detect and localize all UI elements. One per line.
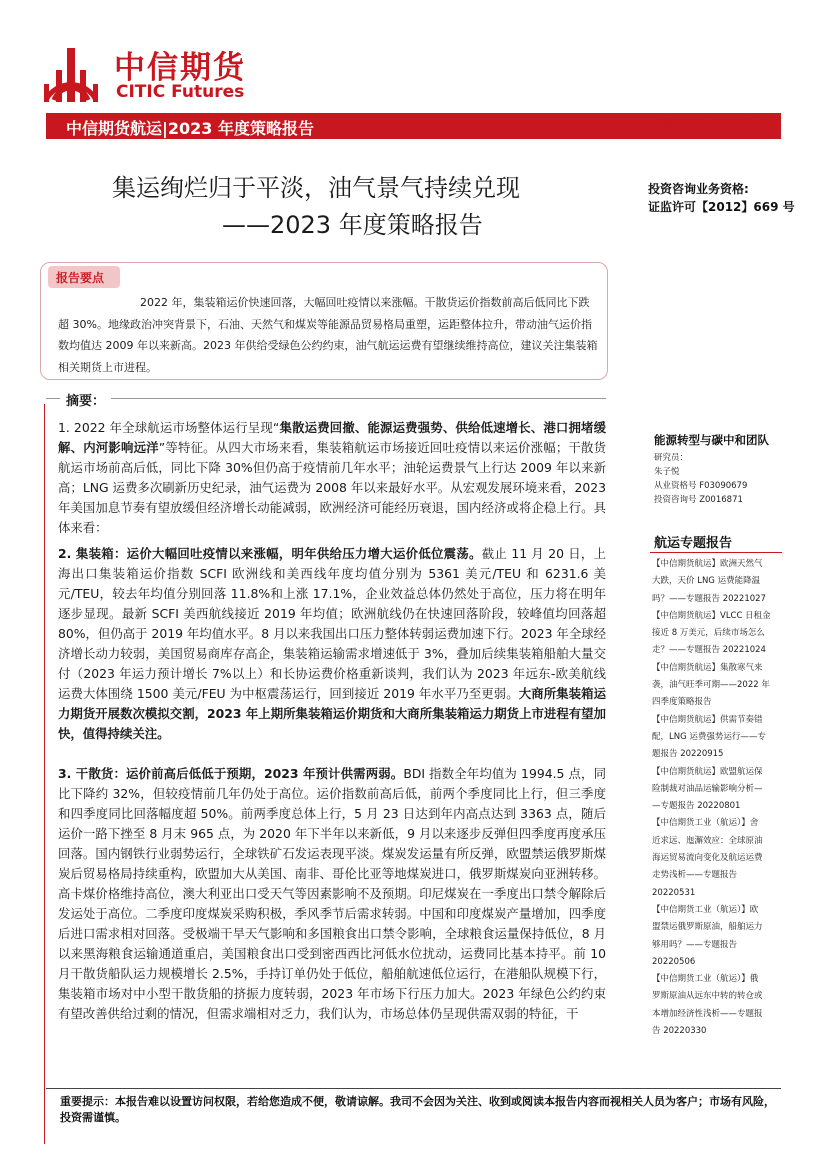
related-report-line[interactable]: 【中信期货工业（航运）】欧: [652, 904, 759, 915]
related-report-line[interactable]: 【中信期货航运】供需节奏错: [652, 714, 763, 725]
related-report-line[interactable]: 吗？——专题报告 20221027: [652, 593, 766, 604]
report-date: 2022-11-24: [662, 115, 765, 134]
related-report-line[interactable]: 【中信期货航运】VLCC 日租金: [652, 610, 771, 621]
p2-body: 截止 11 月 20 日，上海出口集装箱运价指数 SCFI 欧洲线和美西线年度均值分别为 5361 美元/TEU 和 6231.6 美元/TEU，较去年均值分别回落 11.8%和上涨 17.1%，企业效益总体仍然处于高位，压力将在明年逐步显现。最新 SCFI 美西航线接近 2019 年均值；欧洲航线仍在快速回落阶段，较峰值均回落超 80%，但仍高于 2019 年均值水平。8 月以来我国出口压力整体转弱运费加速下行。2023 年全球经济增长动力较弱，美国贸易商库存高企，集装箱运输需求增速低于 3%，叠加后续集装箱船舶大量交付（2023 年运力预计增长 7%以上）和长协运费价格重新谈判，我们认为 2023 年远东-欧美航线运费大体围绕 1500 美元/FEU 为中枢震荡运行，回到接近 2019 年水平乃至更弱。: [58, 546, 606, 701]
related-report-line[interactable]: 告 20220330: [652, 1026, 707, 1037]
p3-heading: 3. 干散货：运价前高后低低于预期，2023 年预计供需两弱。: [58, 766, 404, 781]
abstract-paragraph-3: [58, 764, 606, 1024]
abstract-paragraph-1: [58, 418, 606, 538]
citic-logo-icon: [36, 44, 106, 106]
related-report-line[interactable]: 【中信期货航运】集散寒气来: [652, 662, 763, 673]
related-report-line[interactable]: 够用吗？——专题报告: [652, 939, 738, 950]
related-report-line[interactable]: 接近 8 万美元，后续市场怎么: [652, 628, 765, 639]
p3-body: BDI 指数全年均值为 1994.5 点，同比下降约 32%，但较疫情前几年仍处于高位。运价指数前高后低，前两个季度同比上行，但三季度和四季度同比回落幅度超 50%。前两季度总体上行，5 月 23 日达到年内高点达到 3363 点，随后运价一路下挫至 8 月末 965 点，为 2020 年下半年以来新低，9 月以来逐步反弹但四季度再度承压回落。国内钢铁行业弱势运行，全球铁矿石发运表现平淡。煤炭发运量有所反弹，欧盟禁运俄罗斯煤炭后贸易格局持续重构，欧盟加大从美国、南非、哥伦比亚等地煤炭进口，俄罗斯煤炭向亚洲转移。高卡煤价格维持高位，澳大利亚出口受天气等因素影响不及预期。印尼煤炭在一季度出口禁令解除后发运处于高位。二季度印度煤炭采购积极，季风季节后需求转弱。中国和印度煤炭产量增加，四季度后进口需求相对回落。受极端干旱天气影响和多国粮食出口禁令影响，全球粮食运量保持低位，8 月以来黑海粮食运输通道重启，美国粮食出口受到密西西比河低水位扰动，运费同比基本持平。前 10 月干散货船队运力规模增长 2.5%，手持订单仍处于低位，船舶航速低位运行，在港船队规模下行，集装箱市场对中小型干散货船的挤振力度转弱，2023 年市场下行压力加大。2023 年绿色公约约束有望改善供给过剩的情况，但需求端相对乏力，我们认为，市场总体仍呈现供需双弱的特征，干: [58, 766, 606, 1021]
related-reports-list: [652, 556, 782, 1040]
qualification-number: 证监许可【2012】669 号: [648, 200, 795, 214]
summary-text: 2022 年，集装箱运价快速回落，大幅回吐疫情以来涨幅。干散货运价指数前高后低同比下跌超 30%。地缘政治冲突背景下，石油、天然气和煤炭等能源品贸易格局重塑，运距整体拉升，带动油气运价指数均值达 2009 年以来新高。2023 年供给受绿色公约约束，油气航运运费有望继续维持高位，建议关注集装箱相关期货上市进程。: [58, 296, 598, 374]
related-report-line[interactable]: 走？——专题报告 20221024: [652, 645, 766, 656]
related-report-line[interactable]: 走势浅析——专题报告: [652, 870, 738, 881]
report-subtitle: ——2023 年度策略报告: [222, 211, 483, 239]
related-report-line[interactable]: 【中信期货工业（航运）】舍: [652, 818, 759, 829]
researcher-name: 朱子悦: [654, 467, 680, 477]
footer-disclaimer: 重要提示：本报告难以设置访问权限，若给您造成不便，敬请谅解。我司不会因为关注、收到或阅读本报告内容而视相关人员为客户；市场有风险，投资需谨慎。: [60, 1095, 775, 1124]
related-report-line[interactable]: 配，LNG 运费强势运行——专: [652, 731, 766, 742]
report-series-title: 中信期货航运|2023 年度策略报告: [66, 119, 314, 138]
p1-highlight: 集散运费回撤、能源运费强势、供给低速增长、港口拥堵缓解、内河影响远洋: [58, 420, 607, 455]
abstract-paragraph-2: [58, 544, 606, 744]
related-report-line[interactable]: 题报告 20220915: [652, 749, 724, 760]
related-report-line[interactable]: 近求远、迤澥效应：全球原油: [652, 835, 763, 846]
left-accent-line: [44, 404, 45, 1144]
sidebar-team-name: 能源转型与碳中和团队: [654, 433, 769, 447]
p2-heading: 2. 集装箱：运价大幅回吐疫情以来涨幅，明年供给压力增大运价低位震荡。: [58, 546, 482, 561]
logo-english-name: CITIC Futures: [116, 82, 245, 102]
researcher-license-2: 投资咨询号 Z0016871: [654, 495, 743, 505]
p2-highlight: 大商所集装箱运力期货开展数次模拟交割，2023 年上期所集装箱运价期货和大商所集装箱运力期货上市进程有望加快，值得持续关注。: [58, 686, 607, 741]
related-report-line[interactable]: 盟禁运俄罗斯原油，船舶运力: [652, 922, 763, 933]
footer-divider: [46, 1088, 781, 1089]
related-reports-divider: [650, 552, 782, 553]
related-report-line[interactable]: 大跌，天价 LNG 运费能降温: [652, 576, 761, 587]
abstract-label: 摘要：: [60, 390, 111, 409]
related-report-line[interactable]: 海运贸易流向变化及航运运费: [652, 853, 763, 864]
related-report-line[interactable]: 【中信期货航运】欧洲天然气: [652, 559, 763, 569]
related-report-line[interactable]: 袭，油气旺季可期——2022 年: [652, 680, 770, 691]
related-report-line[interactable]: 本增加经济性浅析——专题报: [652, 1008, 763, 1019]
qualification-label: 投资咨询业务资格:: [648, 182, 749, 196]
related-report-line[interactable]: 【中信期货工业（航运）】俄: [652, 974, 759, 985]
p1-body: ”等特征。从四大市场来看，集装箱航运市场接近回吐疫情以来运价涨幅；干散货航运市场前高后低，同比下降 30%但仍高于疫情前几年水平；油轮运费景气上行达 2009 年以来新高；LNG 运费多次刷新历史纪录，油气运费为 2008 年以来最好水平。从宏观发展环境来看，2023 年美国加息节奏有望放缓但经济增长动能减弱，欧洲经济可能经历衰退，国内经济或将企稳上行。具体来看：: [58, 440, 607, 535]
related-report-line[interactable]: 20220531: [652, 887, 696, 898]
researcher-license-1: 从业资格号 F03090679: [654, 481, 748, 491]
related-report-line[interactable]: 20220506: [652, 956, 696, 967]
related-reports-heading: 航运专题报告: [654, 536, 733, 551]
related-report-line[interactable]: 四季度策略报告: [652, 697, 712, 708]
related-report-line[interactable]: —专题报告 20220801: [652, 801, 741, 812]
logo-chinese-name: 中信期货: [114, 50, 246, 86]
report-main-title: 集运绚烂归于平淡，油气景气持续兑现: [112, 174, 520, 202]
related-report-line[interactable]: 险制裁对油品运输影响分析—: [652, 783, 763, 794]
related-report-line[interactable]: 【中信期货航运】欧盟航运保: [652, 766, 763, 777]
related-report-line[interactable]: 罗斯原油从远东中转的转仓或: [652, 991, 763, 1002]
summary-tag-label: 报告要点: [56, 271, 105, 285]
p1-lead: 1. 2022 年全球航运市场整体运行呈现“: [58, 420, 280, 435]
abstract-divider: [46, 398, 606, 399]
researcher-label: 研究员：: [654, 453, 689, 463]
